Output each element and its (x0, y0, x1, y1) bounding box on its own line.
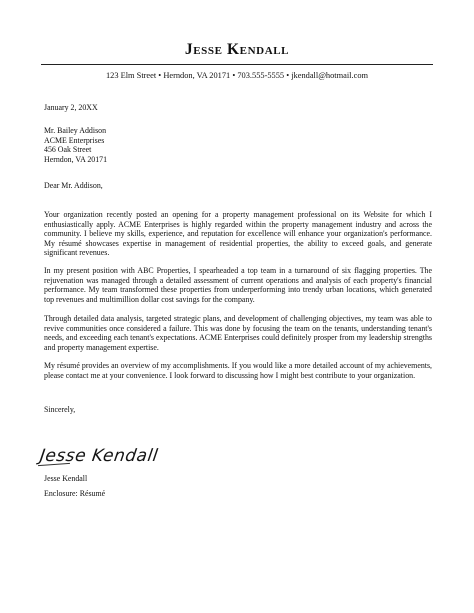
body-paragraph-3: Through detailed data analysis, targeted strategic plans, and development of challenging objectives, my team was able to revive communities once considered a failure. This was done by focusing the team on the tenants, understanding tenant's needs, and exceeding each tenant's expectations. ACME Enterprises could definitely prosper from my leadership strengths and property management expertise. (44, 314, 432, 352)
body-paragraph-4: My résumé provides an overview of my accomplishments. If you would like a more detailed account of my achievements, please contact me at your convenience. I look forward to discussing how I might best contribute to your organization. (44, 361, 432, 380)
recipient-street: 456 Oak Street (44, 145, 92, 155)
letter-date: January 2, 20XX (44, 103, 98, 112)
closing: Sincerely, (44, 405, 76, 414)
handwritten-signature: Jesse Kendall (38, 446, 160, 466)
recipient-name: Mr. Bailey Addison (44, 126, 107, 135)
body-paragraph-2: In my present position with ABC Properties, I spearheaded a top team in a turnaround of six flagging properties. The rejuvenation was managed through a detailed assessment of current operations and analysis of each property's financial performance. My team transformed these properties from underperforming into trendy urban locations, which generated top revenues and multimillion dollar cost savings for the company. (44, 266, 432, 304)
enclosure-line: Enclosure: Résumé (44, 489, 106, 498)
signer-name: Jesse Kendall (44, 474, 88, 483)
recipient-address-block (44, 126, 436, 164)
sender-name-heading: Jesse Kendall (184, 41, 290, 58)
recipient-city: Herndon, VA 20171 (44, 154, 108, 164)
header-divider (41, 64, 433, 65)
body-paragraph-1: Your organization recently posted an opening for a property management professional on its Website for which I enthusiastically apply. ACME Enterprises is highly regarded within the property management industry and across the community. I believe my skills, experience, and reputation for excellence will enhance your organization's performance. My résumé showcases expertise in management of residential properties, the ability to exceed goals, and generate significant revenues. (44, 210, 432, 258)
recipient-company: ACME Enterprises (44, 135, 105, 145)
sender-contact-line: 123 Elm Street • Herndon, VA 20171 • 703.555-5555 • jkendall@hotmail.com (105, 71, 369, 80)
salutation: Dear Mr. Addison, (44, 181, 103, 190)
